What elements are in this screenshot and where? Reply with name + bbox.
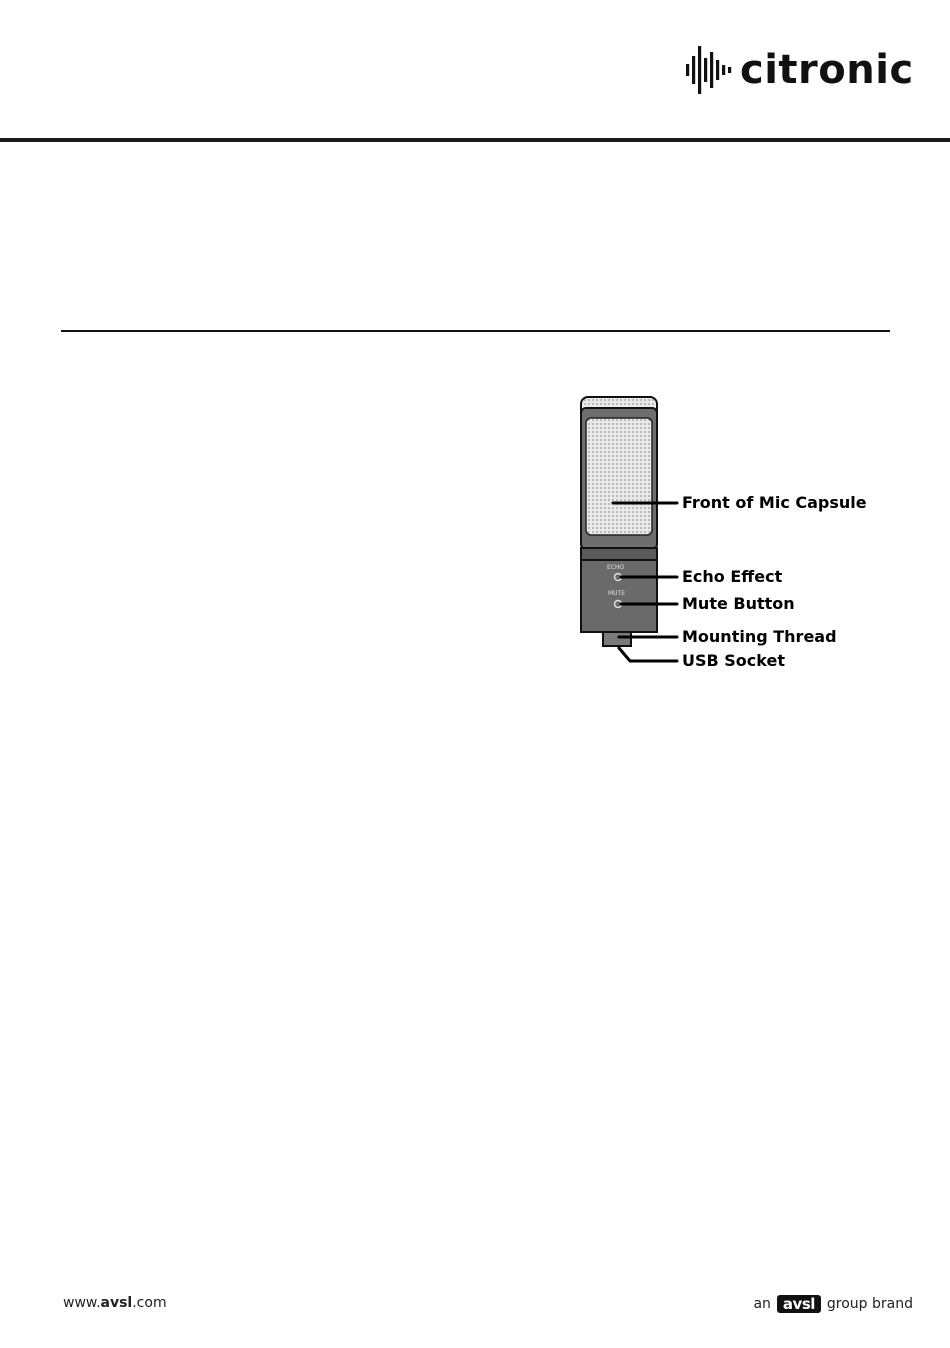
- callout-echo-effect: Echo Effect: [682, 567, 783, 586]
- website-prefix: www.: [63, 1295, 101, 1311]
- citronic-logo: [684, 44, 914, 96]
- footer-brand: [753, 1292, 913, 1316]
- section-divider: [61, 330, 890, 332]
- website-brand: avsl: [100, 1295, 133, 1311]
- echo-control-label: ECHO: [607, 564, 625, 571]
- callout-mounting-thread: Mounting Thread: [682, 627, 837, 646]
- brand-prefix: an: [753, 1296, 771, 1312]
- avsl-logo: avsl: [777, 1295, 821, 1313]
- callout-mute-button: Mute Button: [682, 594, 795, 613]
- logo-wordmark: citronic: [740, 47, 914, 93]
- header-divider: [0, 138, 950, 142]
- microphone-diagram: [575, 390, 875, 680]
- website-suffix: .com: [132, 1295, 167, 1311]
- callout-front-of-mic-capsule: Front of Mic Capsule: [682, 493, 867, 512]
- waveform-icon: [684, 44, 736, 96]
- callout-usb-socket: USB Socket: [682, 651, 785, 670]
- mute-control-label: MUTE: [608, 590, 626, 597]
- brand-suffix: group brand: [826, 1296, 913, 1312]
- footer-website[interactable]: [63, 1295, 167, 1311]
